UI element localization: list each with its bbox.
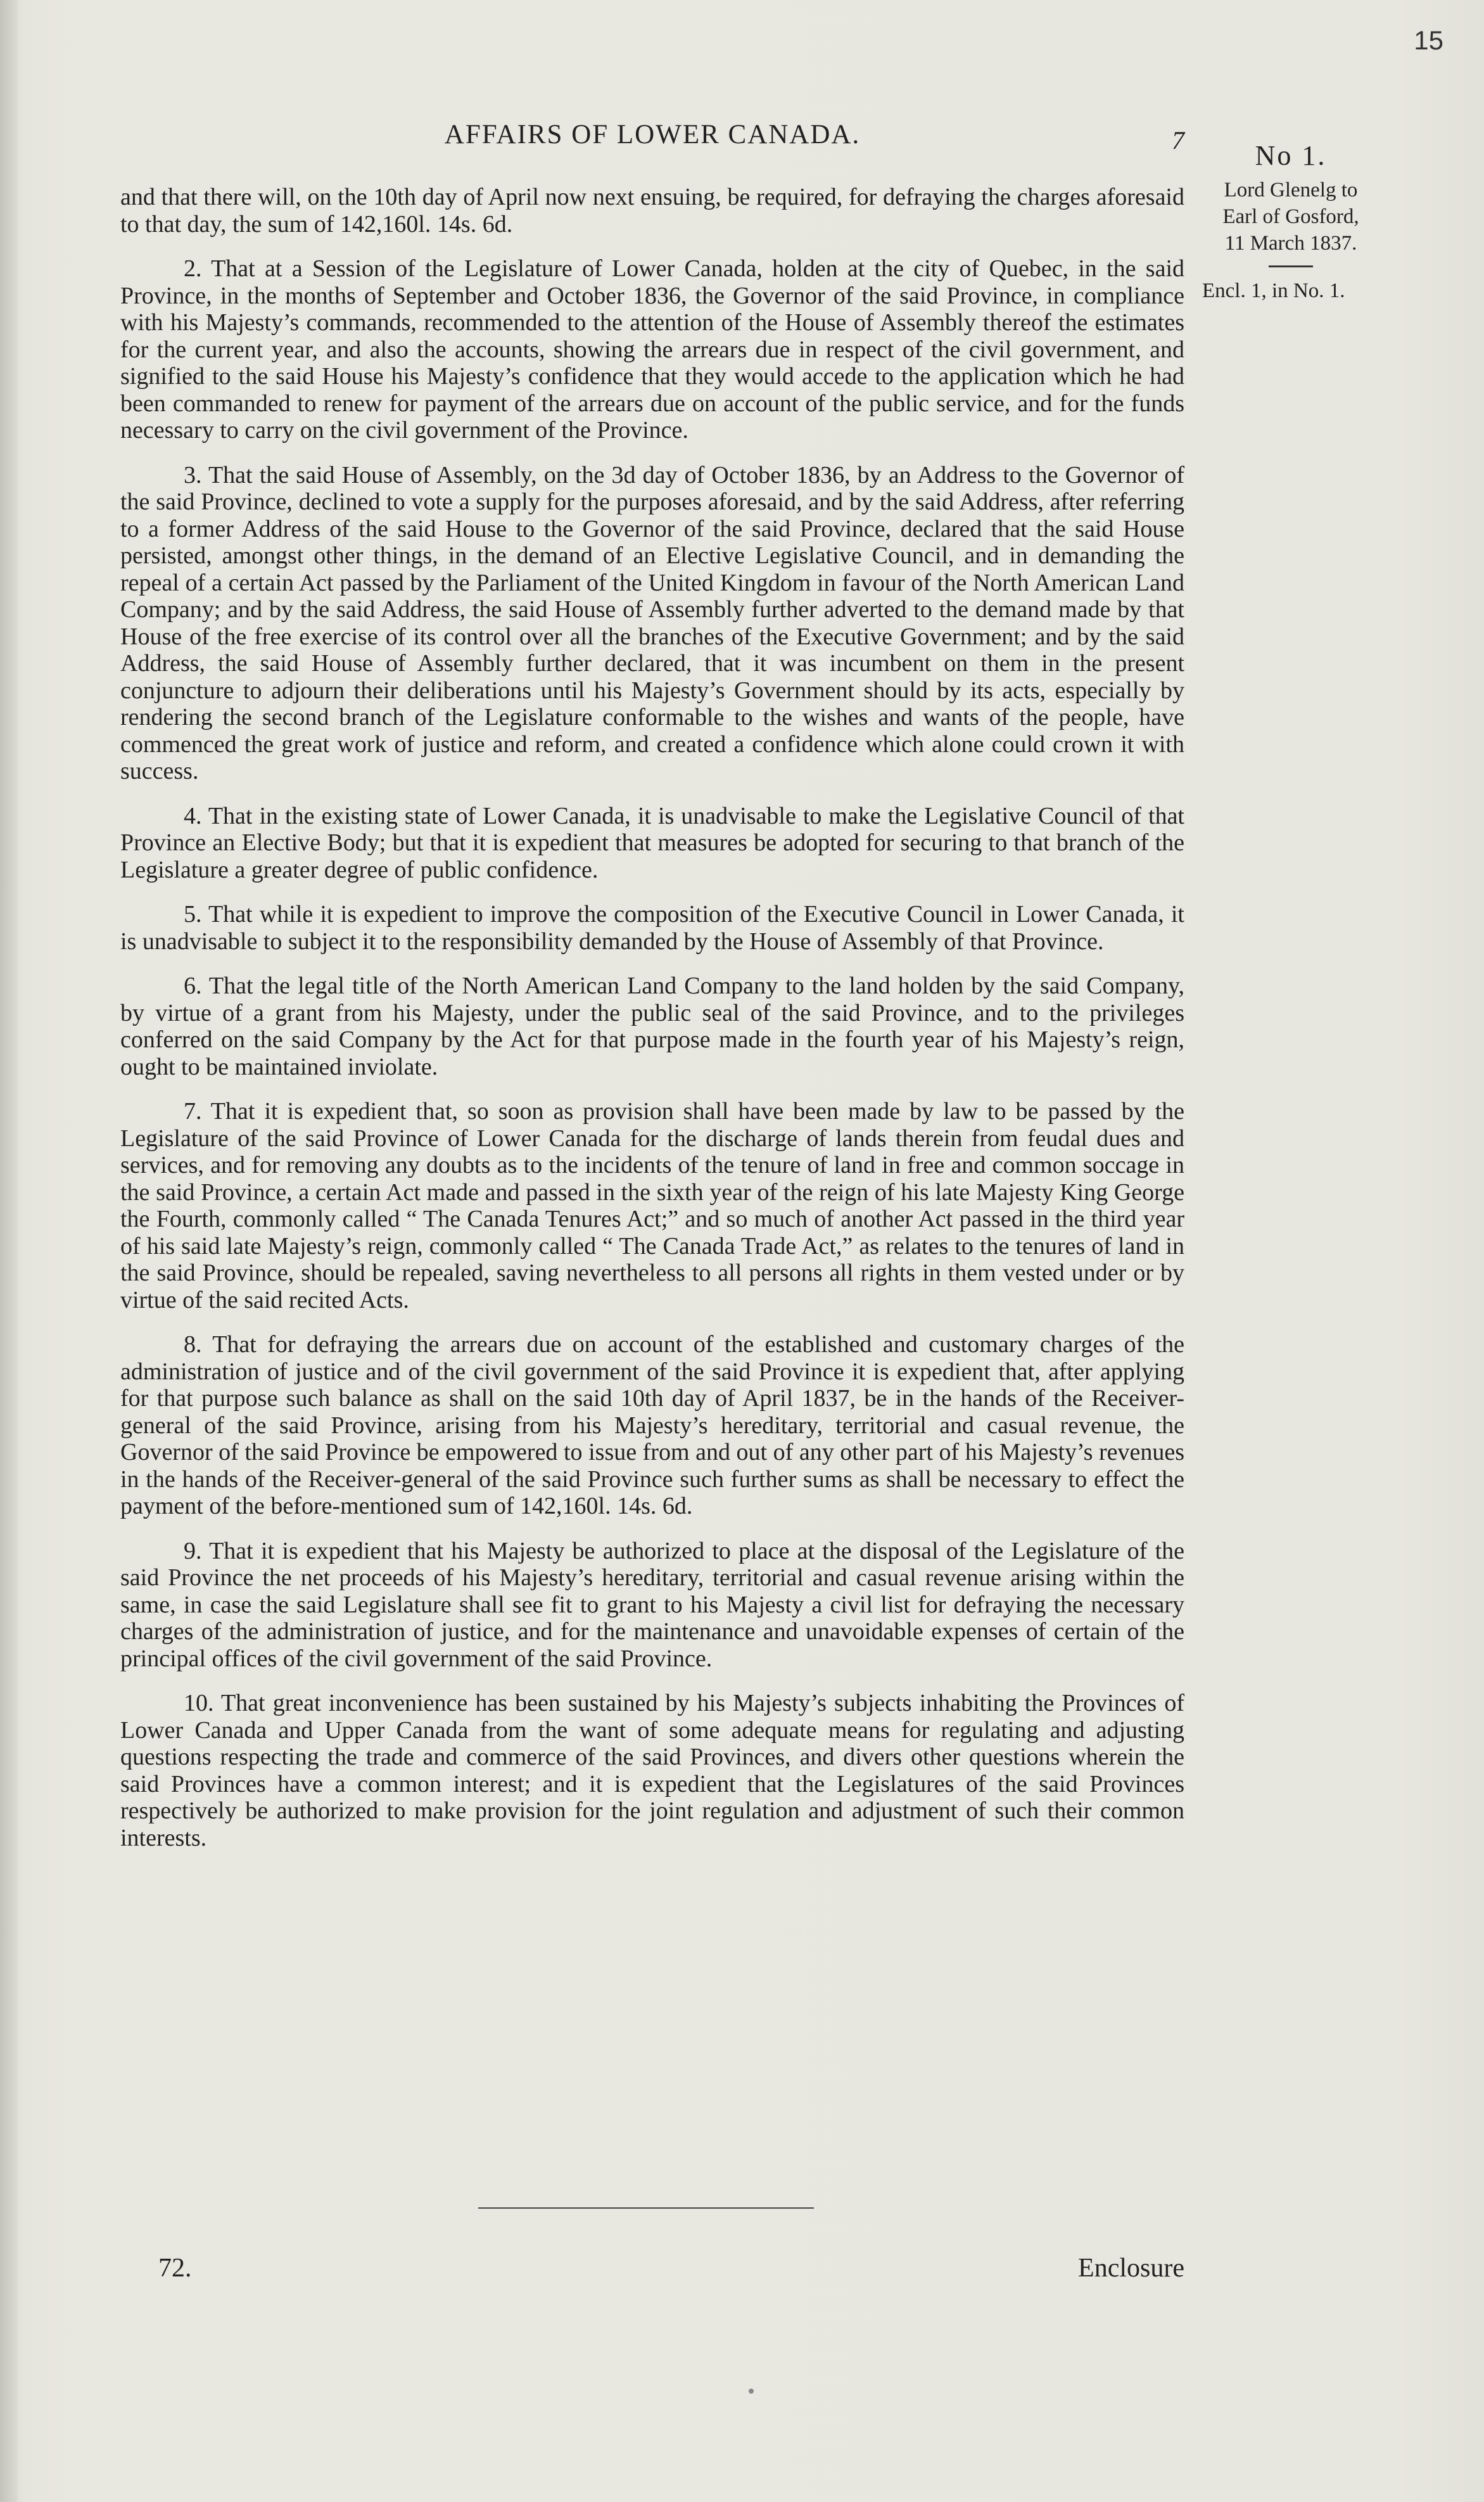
- paragraph-7: 7. That it is expedient that, so soon as provision shall have been made by law to be passed by the Legislature of the said Province of Lower Canada for the discharge of lands therein from feudal dues and services, and for removing any doubts as to the incidents of the tenure of land in free and common soccage in the said Province, a certain Act made and passed in the sixth year of the reign of his late Majesty King George the Fourth, commonly called “ The Canada Tenures Act;” and so much of another Act passed in the third year of his said late Majesty’s reign, commonly called “ The Canada Trade Act,” as relates to the tenures of land in the said Province, should be repealed, saving nevertheless to all persons all rights in them vested under or by virtue of the said recited Acts.: [120, 1098, 1184, 1313]
- running-head: [120, 119, 1184, 157]
- enclosure-note: Encl. 1, in No. 1.: [1202, 279, 1345, 302]
- paragraph-8: 8. That for defraying the arrears due on account of the established and customary charges of the administration of justice and of the civil government of the said Province it is expedient that, after applying for that purpose such balance as shall on the said 10th day of April 1837, be in the hands of the Receiver-general of the said Province, arising from his Majesty’s hereditary, territorial and casual revenue, the Governor of the said Province be empowered to issue from and out of any other part of his Majesty’s revenues in the hands of the Receiver-general of the said Province such further sums as shall be necessary to effect the payment of the before-mentioned sum of 142,160l. 14s. 6d.: [120, 1331, 1184, 1519]
- margin-line-3: 11 March 1837.: [1224, 232, 1357, 255]
- end-rule: [478, 2207, 814, 2209]
- running-title: AFFAIRS OF LOWER CANADA.: [444, 120, 861, 150]
- paragraph-5: 5. That while it is expedient to improve the composition of the Executive Council in Lower Canada, it is unadvisable to subject it to the responsibility demanded by the House of Assembly of that Province.: [120, 901, 1184, 955]
- margin-line-2: Earl of Gosford,: [1222, 205, 1359, 228]
- binding-spine: [0, 0, 18, 2502]
- catchline: [120, 2253, 1184, 2291]
- document-number: No 1.: [1255, 140, 1327, 171]
- signature-mark: 72.: [158, 2254, 192, 2283]
- paragraph-9: 9. That it is expedient that his Majesty be authorized to place at the disposal of the Legislature of the said Province the net proceeds of his Majesty’s hereditary, territorial and casual revenue arising within the same, in case the said Legislature shall see fit to grant to his Majesty a civil list for defraying the necessary charges of the administration of justice, and for the maintenance and unavoidable expenses of certain of the principal offices of the civil government of the said Province.: [120, 1537, 1184, 1672]
- margin-line-1: Lord Glenelg to: [1224, 179, 1358, 201]
- paragraph-6: 6. That the legal title of the North American Land Company to the land holden by the said Company, by virtue of a grant from his Majesty, under the public seal of the said Province, and to the privileges conferred on the said Company by the Act for that purpose made in the fourth year of his Majesty’s reign, ought to be maintained inviolate.: [120, 973, 1184, 1080]
- margin-rule: [1269, 265, 1313, 267]
- paragraph-10: 10. That great inconvenience has been sustained by his Majesty’s subjects inhabiting the Provinces of Lower Canada and Upper Canada from the want of some adequate means for regulating and adjusting questions respecting the trade and commerce of the said Provinces, and divers other questions wherein the said Provinces have a common interest; and it is expedient that the Legislatures of the said Provinces respectively be authorized to make provision for the joint regulation and adjustment of such their common interests.: [120, 1690, 1184, 1851]
- page-number: 15: [1414, 25, 1443, 55]
- paragraph-3: 3. That the said House of Assembly, on the 3d day of October 1836, by an Address to the Governor of the said Province, declined to vote a supply for the purposes aforesaid, and by the said Address, after referring to a former Address of the said House to the Governor of the said Province, declared that the said House persisted, amongst other things, in the demand of an Elective Legislative Council, and in demanding the repeal of a certain Act passed by the Parliament of the United Kingdom in favour of the North American Land Company; and by the said Address, the said House of Assembly further adverted to the demand made by that House of the free exercise of its control over all the branches of the Executive Government; and by the said Address, the said House of Assembly further declared, that it was incumbent on them in the present conjuncture to adjourn their deliberations until his Majesty’s Government should by its acts, especially by rendering the second branch of the Legislature conformable to the wishes and wants of the people, have commenced the great work of justice and reform, and created a confidence which alone could crown it with success.: [120, 461, 1184, 784]
- body-text: [120, 184, 1184, 1869]
- folio-number: 7: [1172, 126, 1184, 155]
- margin-notes: [1196, 140, 1386, 304]
- paragraph-2: 2. That at a Session of the Legislature of Lower Canada, holden at the city of Quebec, in the said Province, in the months of September and October 1836, the Governor of the said Province, in compliance with his Majesty’s commands, recommended to the attention of the House of Assembly thereof the estimates for the current year, and also the accounts, showing the arrears due in respect of the civil government, and signified to the said House his Majesty’s confidence that they would accede to the application which he had been commanded to renew for payment of the arrears due on account of the public service, and for the funds necessary to carry on the civil government of the Province.: [120, 255, 1184, 444]
- catchword: Enclosure: [1078, 2254, 1184, 2283]
- paragraph-4: 4. That in the existing state of Lower Canada, it is unadvisable to make the Legislative Council of that Province an Elective Body; but that it is expedient that measures be adopted for securing to that branch of the Legislature a greater degree of public confidence.: [120, 802, 1184, 883]
- paragraph-continuation: and that there will, on the 10th day of April now next ensuing, be required, for defraying the charges aforesaid to that day, the sum of 142,160l. 14s. 6d.: [120, 184, 1184, 238]
- paper-speck: [749, 2389, 754, 2394]
